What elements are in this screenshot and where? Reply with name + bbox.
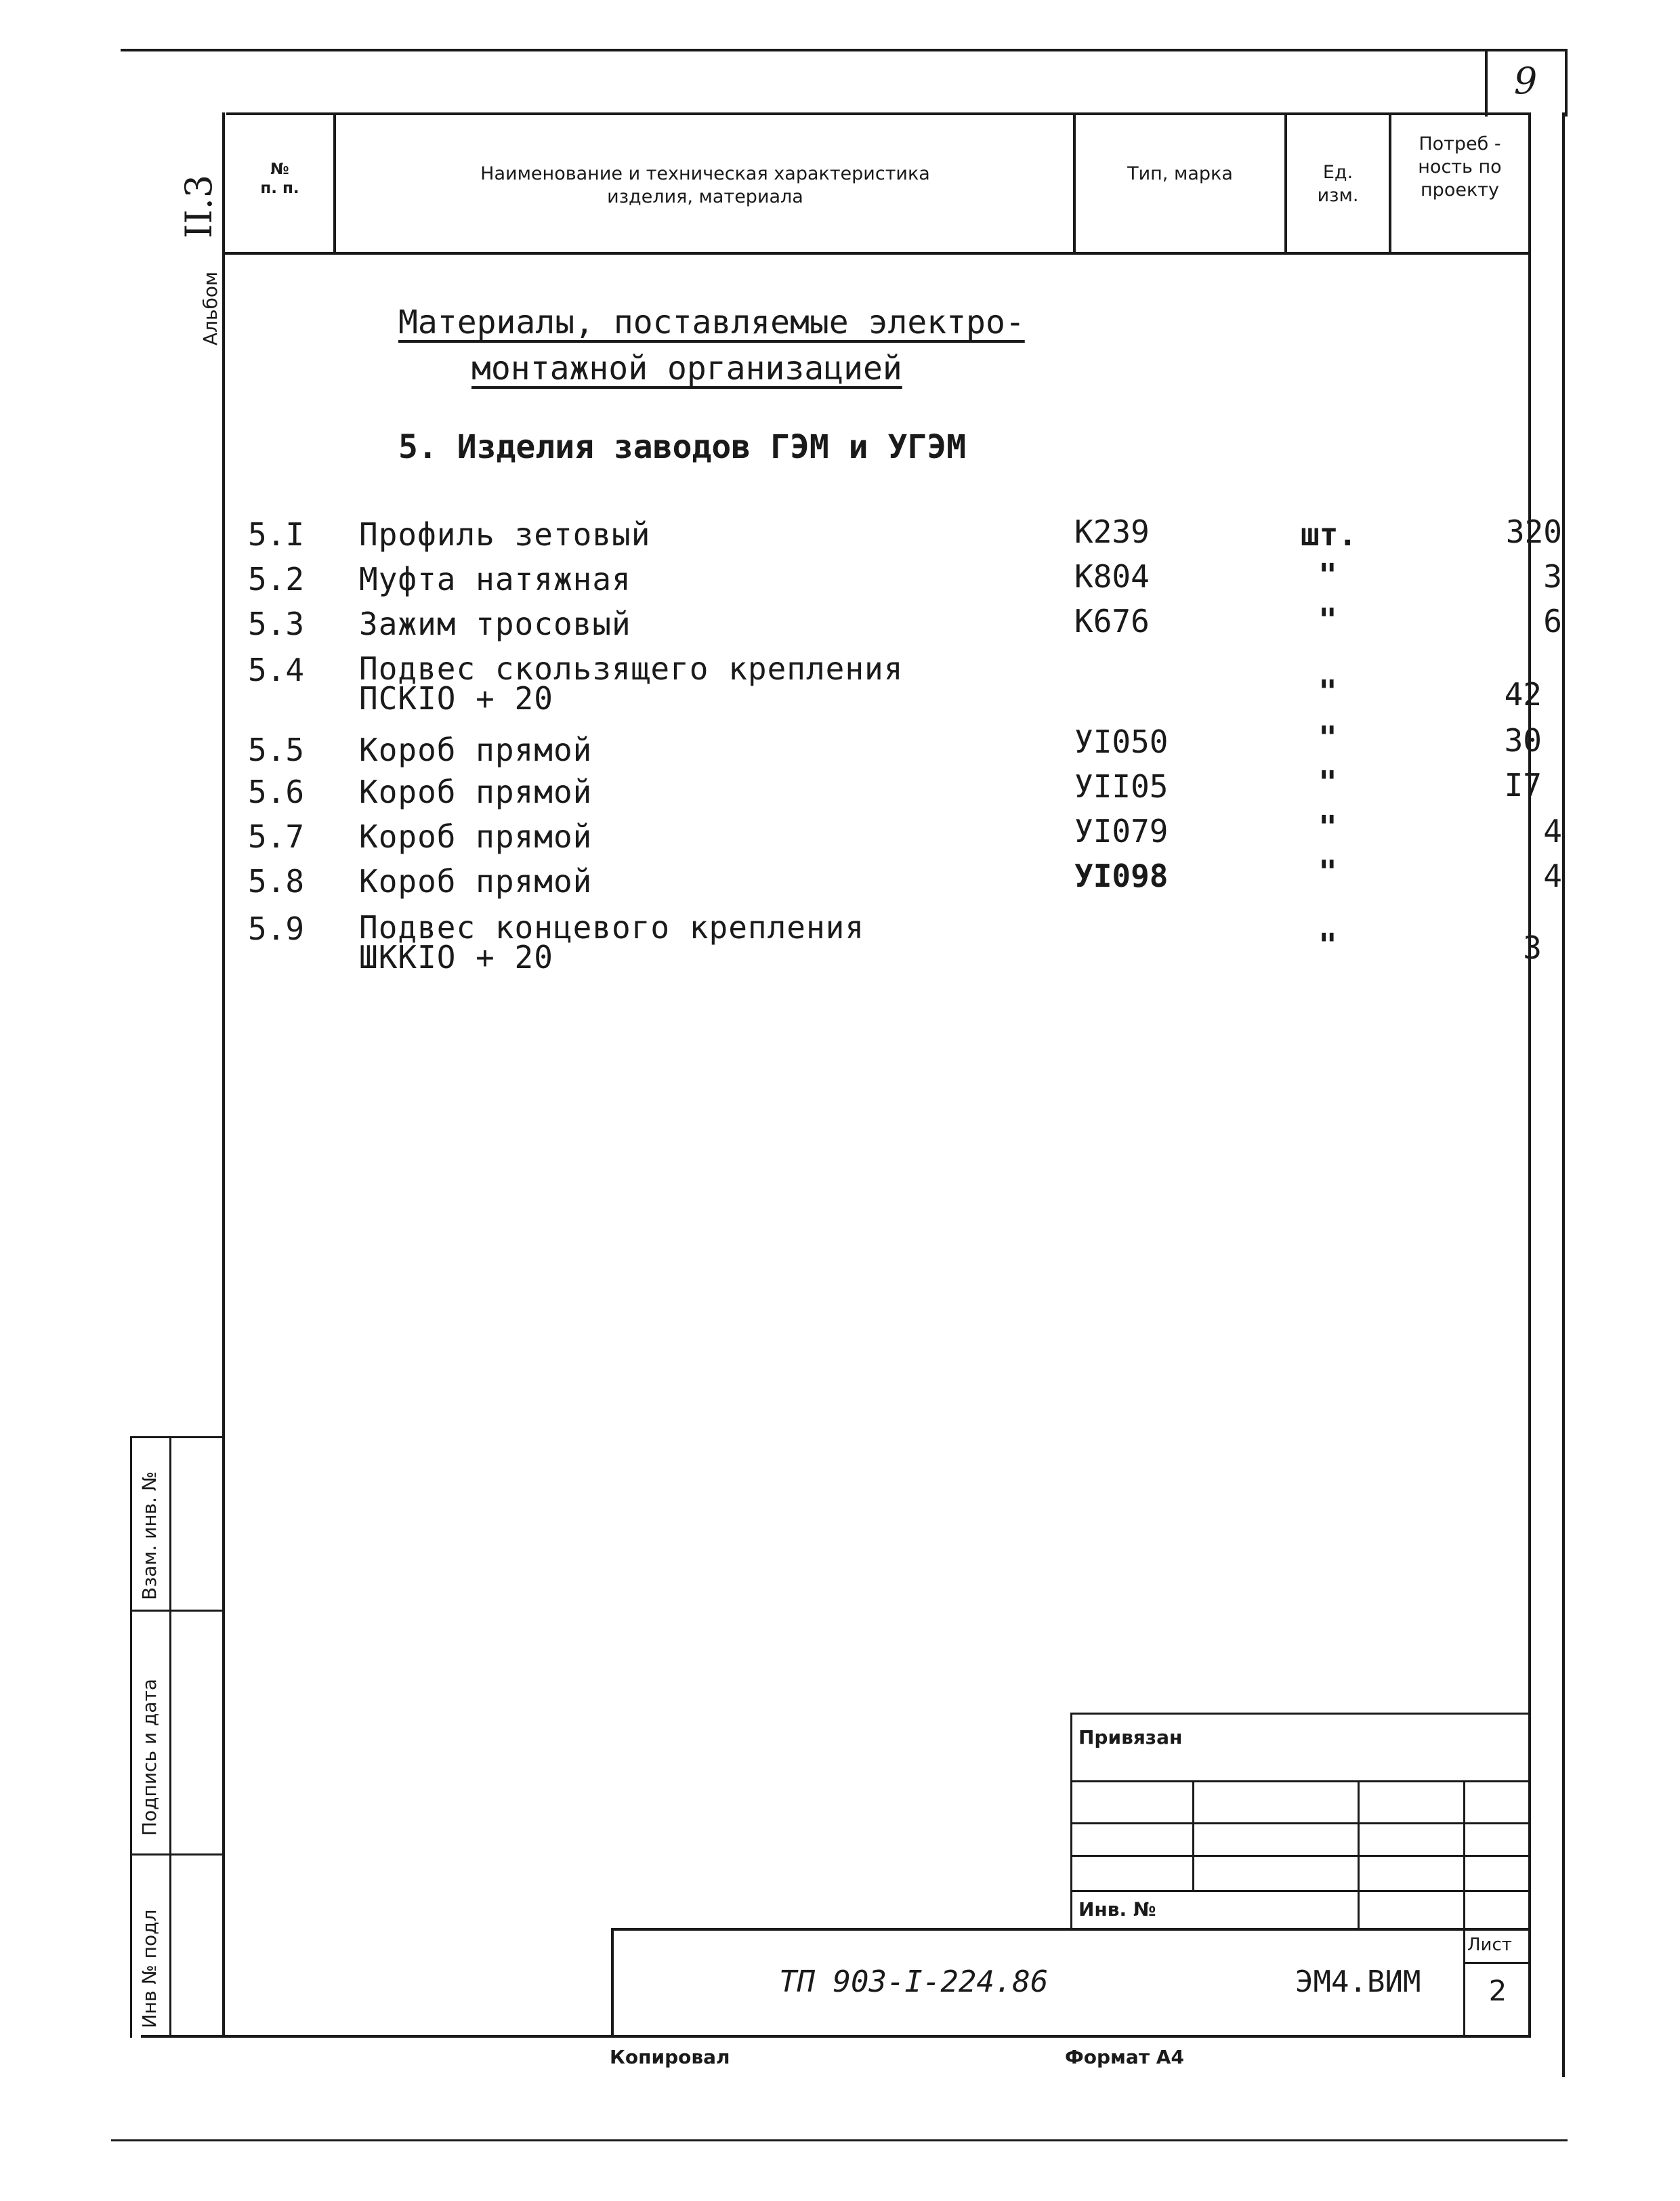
row-qty: 3 bbox=[1523, 929, 1542, 966]
row-unit: " bbox=[1318, 673, 1337, 710]
row-number: 5.I bbox=[248, 516, 305, 553]
row-name: Короб прямой bbox=[359, 818, 593, 855]
row-qty: 4 bbox=[1543, 813, 1562, 850]
row-type: К239 bbox=[1074, 513, 1150, 550]
footer-kopiroval: Копировал bbox=[610, 2046, 730, 2068]
row-name: Зажим тросовый bbox=[359, 606, 631, 642]
row-number: 5.3 bbox=[248, 606, 305, 642]
row-number: 5.6 bbox=[248, 774, 305, 810]
header-col-type: Тип, марка bbox=[1127, 163, 1233, 184]
row-qty: 320 bbox=[1505, 513, 1562, 550]
frame-bottom bbox=[141, 2035, 1531, 2038]
row-number: 5.9 bbox=[248, 910, 305, 947]
row-type: К676 bbox=[1074, 603, 1150, 640]
tb-sheet-label: Лист bbox=[1467, 1935, 1512, 1955]
row-name: Короб прямой bbox=[359, 774, 593, 810]
row-qty: I7 bbox=[1504, 767, 1542, 803]
side-stamp-inv-podl: Инв № подл bbox=[138, 1909, 161, 2028]
tb-sheet-left bbox=[1463, 1928, 1465, 2036]
row-qty: 30 bbox=[1504, 722, 1542, 759]
tb-doc-code: ТП 903-I-224.86 bbox=[779, 1965, 1049, 1999]
row-name: Подвес концевого крепления bbox=[359, 909, 865, 946]
frame-left bbox=[222, 112, 225, 2038]
tb-upper-line-3 bbox=[1070, 1855, 1530, 1857]
header-col-divider-4 bbox=[1389, 112, 1391, 253]
tb-upper-col-3 bbox=[1463, 1780, 1465, 1931]
row-unit: " bbox=[1318, 854, 1337, 890]
header-col-divider-1 bbox=[333, 112, 336, 253]
row-name: Профиль зетовый bbox=[359, 516, 651, 553]
tb-upper-col-2 bbox=[1358, 1780, 1360, 1931]
page-number-box-right bbox=[1565, 49, 1568, 117]
frame-right-outer bbox=[1562, 112, 1565, 2077]
side-stamp-sep-2 bbox=[130, 1853, 224, 1856]
row-qty: 3 bbox=[1543, 558, 1562, 595]
row-type: УII05 bbox=[1074, 768, 1169, 805]
header-col-divider-2 bbox=[1073, 112, 1076, 253]
row-unit: " bbox=[1318, 809, 1337, 845]
tb-sheet-sep bbox=[1463, 1962, 1530, 1964]
row-number: 5.5 bbox=[248, 732, 305, 768]
side-stamp-podpis: Подпись и дата bbox=[138, 1679, 161, 1836]
header-col-name: Наименование и техническая характеристика изделия, материала bbox=[480, 163, 930, 207]
side-stamp-top bbox=[130, 1436, 224, 1438]
tb-sheet-value: 2 bbox=[1488, 1974, 1507, 2007]
row-unit: шт. bbox=[1301, 516, 1358, 553]
section-title-line2: монтажной организацией bbox=[471, 350, 902, 387]
tb-upper-left bbox=[1070, 1713, 1072, 1931]
tb-upper-col-1 bbox=[1192, 1780, 1194, 1891]
row-qty: 6 bbox=[1543, 603, 1562, 640]
row-number: 5.4 bbox=[248, 652, 305, 688]
row-unit: " bbox=[1318, 602, 1337, 638]
row-unit: " bbox=[1318, 927, 1337, 963]
row-name: Короб прямой bbox=[359, 863, 593, 900]
tb-privyazan: Привязан bbox=[1078, 1726, 1183, 1748]
album-value: II.3 bbox=[177, 174, 220, 238]
tb-main-top bbox=[611, 1928, 1530, 1931]
row-type: УI098 bbox=[1074, 858, 1169, 894]
section-subtitle: 5. Изделия заводов ГЭМ и УГЭМ bbox=[398, 428, 967, 466]
tb-upper-line-1 bbox=[1070, 1780, 1530, 1782]
tb-inv-no: Инв. № bbox=[1078, 1898, 1156, 1921]
side-stamp-divider bbox=[169, 1436, 171, 2038]
header-col-unit: Ед. изм. bbox=[1317, 162, 1359, 206]
tb-upper-line-2 bbox=[1070, 1822, 1530, 1824]
row-qty: 4 bbox=[1543, 858, 1562, 894]
tb-upper-top bbox=[1070, 1713, 1530, 1715]
row-number: 5.8 bbox=[248, 863, 305, 900]
row-unit: " bbox=[1318, 764, 1337, 801]
section-title-line1: Материалы, поставляемые электро- bbox=[398, 303, 1025, 341]
row-type: К804 bbox=[1074, 558, 1150, 595]
row-type: УI050 bbox=[1074, 724, 1169, 760]
row-qty: 42 bbox=[1504, 676, 1542, 713]
row-name: Короб прямой bbox=[359, 732, 593, 768]
row-unit: " bbox=[1318, 557, 1337, 593]
header-col-qty: Потреб - ность по проекту bbox=[1418, 133, 1502, 201]
top-border-line bbox=[121, 49, 1568, 51]
side-stamp-sep-1 bbox=[130, 1610, 224, 1612]
header-bottom-line bbox=[224, 252, 1530, 255]
bottom-trim-line bbox=[111, 2139, 1568, 2141]
row-number: 5.2 bbox=[248, 561, 305, 598]
row-name: Подвес скользящего крепления bbox=[359, 650, 904, 687]
tb-upper-line-4 bbox=[1070, 1890, 1530, 1892]
footer-format: Формат А4 bbox=[1065, 2046, 1184, 2068]
row-name: Муфта натяжная bbox=[359, 561, 631, 598]
page-number: 9 bbox=[1513, 60, 1538, 102]
side-stamp-left bbox=[130, 1436, 132, 2038]
row-name-continued: ПСКIО + 20 bbox=[359, 680, 553, 717]
row-type: УI079 bbox=[1074, 813, 1169, 850]
tb-main-left bbox=[611, 1928, 614, 2036]
frame-right bbox=[1528, 112, 1531, 2038]
header-col-divider-3 bbox=[1284, 112, 1287, 253]
row-number: 5.7 bbox=[248, 818, 305, 855]
frame-top bbox=[226, 112, 1530, 115]
tb-doc-mark: ЭМ4.ВИМ bbox=[1295, 1965, 1421, 1999]
album-label: Альбом bbox=[199, 271, 222, 345]
row-name-continued: ШККIО + 20 bbox=[359, 939, 553, 976]
side-stamp-vzam: Взам. инв. № bbox=[138, 1471, 161, 1600]
row-unit: " bbox=[1318, 719, 1337, 756]
header-col-num: № п. п. bbox=[260, 161, 299, 197]
